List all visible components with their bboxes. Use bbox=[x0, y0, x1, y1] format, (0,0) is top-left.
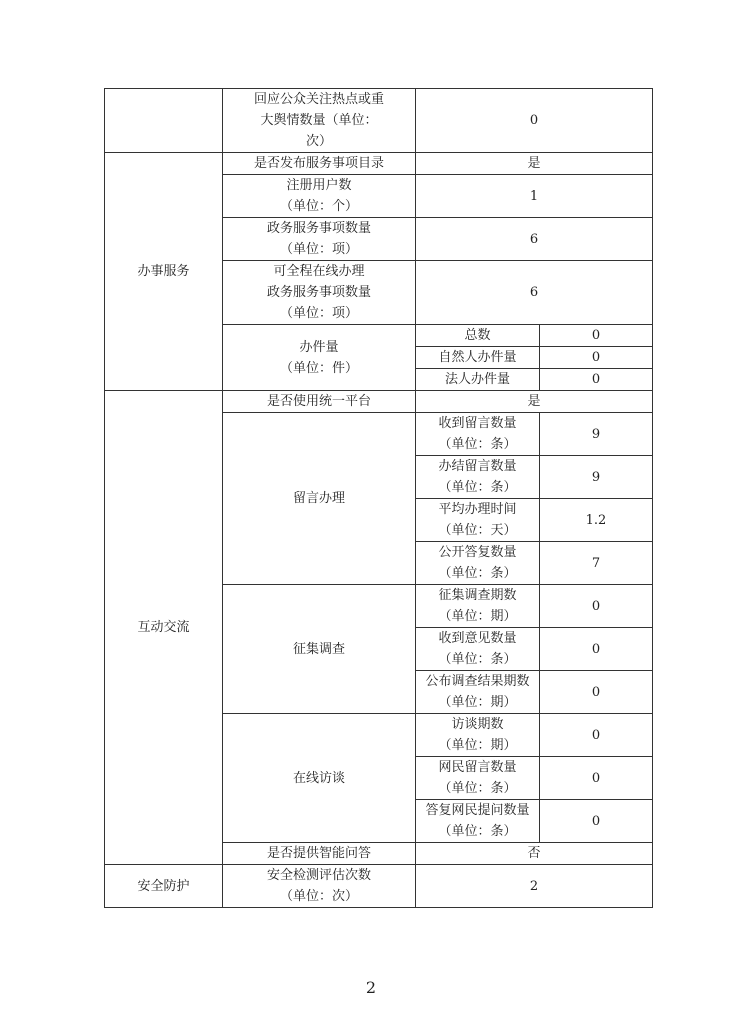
sub-label-unit: （单位：条） bbox=[438, 781, 517, 796]
row-label-text: 回应公众关注热点或重大舆情数量（单位：次） bbox=[253, 92, 384, 149]
row-label bbox=[223, 261, 416, 325]
row-label: 是否发布服务事项目录 bbox=[223, 153, 416, 175]
group-label: 征集调查 bbox=[223, 585, 416, 714]
sub-value: 0 bbox=[540, 628, 653, 671]
row-label bbox=[223, 325, 416, 391]
sub-label-unit: （单位：条） bbox=[438, 566, 517, 581]
table-row bbox=[105, 391, 653, 413]
sub-label-unit: （单位：条） bbox=[438, 480, 517, 495]
row-label bbox=[223, 218, 416, 261]
sub-label-line: 办结留言数量 bbox=[438, 459, 517, 474]
row-label-unit: （单位：项） bbox=[279, 242, 358, 257]
row-value: 否 bbox=[416, 843, 653, 865]
sub-label-line: 公布调查结果期数 bbox=[425, 674, 530, 689]
row-value: 6 bbox=[416, 218, 653, 261]
sub-value: 7 bbox=[540, 542, 653, 585]
row-label-line: 政务服务事项数量 bbox=[266, 285, 371, 300]
table-row bbox=[105, 153, 653, 175]
sub-label bbox=[416, 628, 540, 671]
sub-label: 总数 bbox=[416, 325, 540, 347]
sub-label-line: 答复网民提问数量 bbox=[425, 803, 530, 818]
section-cell-empty bbox=[105, 89, 223, 153]
sub-value: 0 bbox=[540, 369, 653, 391]
row-value: 是 bbox=[416, 153, 653, 175]
sub-label bbox=[416, 800, 540, 843]
sub-label bbox=[416, 714, 540, 757]
row-label bbox=[223, 865, 416, 908]
page-number: 2 bbox=[365, 978, 377, 997]
row-label-line: 安全检测评估次数 bbox=[266, 868, 371, 883]
statistics-table bbox=[104, 88, 653, 908]
row-value: 2 bbox=[416, 865, 653, 908]
sub-label bbox=[416, 671, 540, 714]
sub-label-line: 平均办理时间 bbox=[438, 502, 517, 517]
sub-label bbox=[416, 456, 540, 499]
sub-label bbox=[416, 585, 540, 628]
group-label: 留言办理 bbox=[223, 413, 416, 585]
sub-label-line: 网民留言数量 bbox=[438, 760, 517, 775]
sub-value: 0 bbox=[540, 757, 653, 800]
sub-value: 0 bbox=[540, 671, 653, 714]
row-label-line: 可全程在线办理 bbox=[273, 264, 365, 279]
sub-label bbox=[416, 499, 540, 542]
sub-label bbox=[416, 413, 540, 456]
sub-label-line: 访谈期数 bbox=[451, 717, 504, 732]
row-label-unit: （单位：项） bbox=[279, 306, 358, 321]
sub-label: 自然人办件量 bbox=[416, 347, 540, 369]
sub-label-unit: （单位：条） bbox=[438, 652, 517, 667]
table-row bbox=[105, 89, 653, 153]
row-label-line: 政务服务事项数量 bbox=[266, 221, 371, 236]
sub-value: 0 bbox=[540, 714, 653, 757]
sub-label-unit: （单位：期） bbox=[438, 609, 517, 624]
sub-value: 0 bbox=[540, 585, 653, 628]
row-value: 6 bbox=[416, 261, 653, 325]
row-label-unit: （单位：件） bbox=[279, 360, 358, 376]
row-label-unit: （单位：个） bbox=[279, 199, 358, 214]
row-value: 1 bbox=[416, 175, 653, 218]
row-value: 是 bbox=[416, 391, 653, 413]
section-label: 安全防护 bbox=[105, 865, 223, 908]
row-label bbox=[223, 89, 416, 153]
row-value: 0 bbox=[416, 89, 653, 153]
sub-label-unit: （单位：条） bbox=[438, 437, 517, 452]
row-label bbox=[223, 175, 416, 218]
group-label: 在线访谈 bbox=[223, 714, 416, 843]
sub-value: 0 bbox=[540, 800, 653, 843]
sub-value: 9 bbox=[540, 456, 653, 499]
sub-label bbox=[416, 542, 540, 585]
sub-value: 9 bbox=[540, 413, 653, 456]
row-label: 是否使用统一平台 bbox=[223, 391, 416, 413]
sub-value: 0 bbox=[540, 347, 653, 369]
sub-label-line: 征集调查期数 bbox=[438, 588, 517, 603]
row-label-line: 办件量 bbox=[299, 339, 339, 355]
sub-label-line: 公开答复数量 bbox=[438, 545, 517, 560]
sub-label-line: 收到意见数量 bbox=[438, 631, 517, 646]
table-row bbox=[105, 865, 653, 908]
sub-label-line: 收到留言数量 bbox=[438, 416, 517, 431]
sub-label: 法人办件量 bbox=[416, 369, 540, 391]
sub-label-unit: （单位：期） bbox=[438, 695, 517, 710]
sub-value: 1.2 bbox=[540, 499, 653, 542]
sub-label-unit: （单位：期） bbox=[438, 738, 517, 753]
sub-label-unit: （单位：天） bbox=[438, 523, 517, 538]
section-label: 互动交流 bbox=[105, 391, 223, 865]
section-label: 办事服务 bbox=[105, 153, 223, 391]
sub-label bbox=[416, 757, 540, 800]
sub-value: 0 bbox=[540, 325, 653, 347]
row-label: 是否提供智能问答 bbox=[223, 843, 416, 865]
sub-label-unit: （单位：条） bbox=[438, 824, 517, 839]
row-label-line: 注册用户数 bbox=[286, 178, 352, 193]
row-label-unit: （单位：次） bbox=[279, 889, 358, 904]
